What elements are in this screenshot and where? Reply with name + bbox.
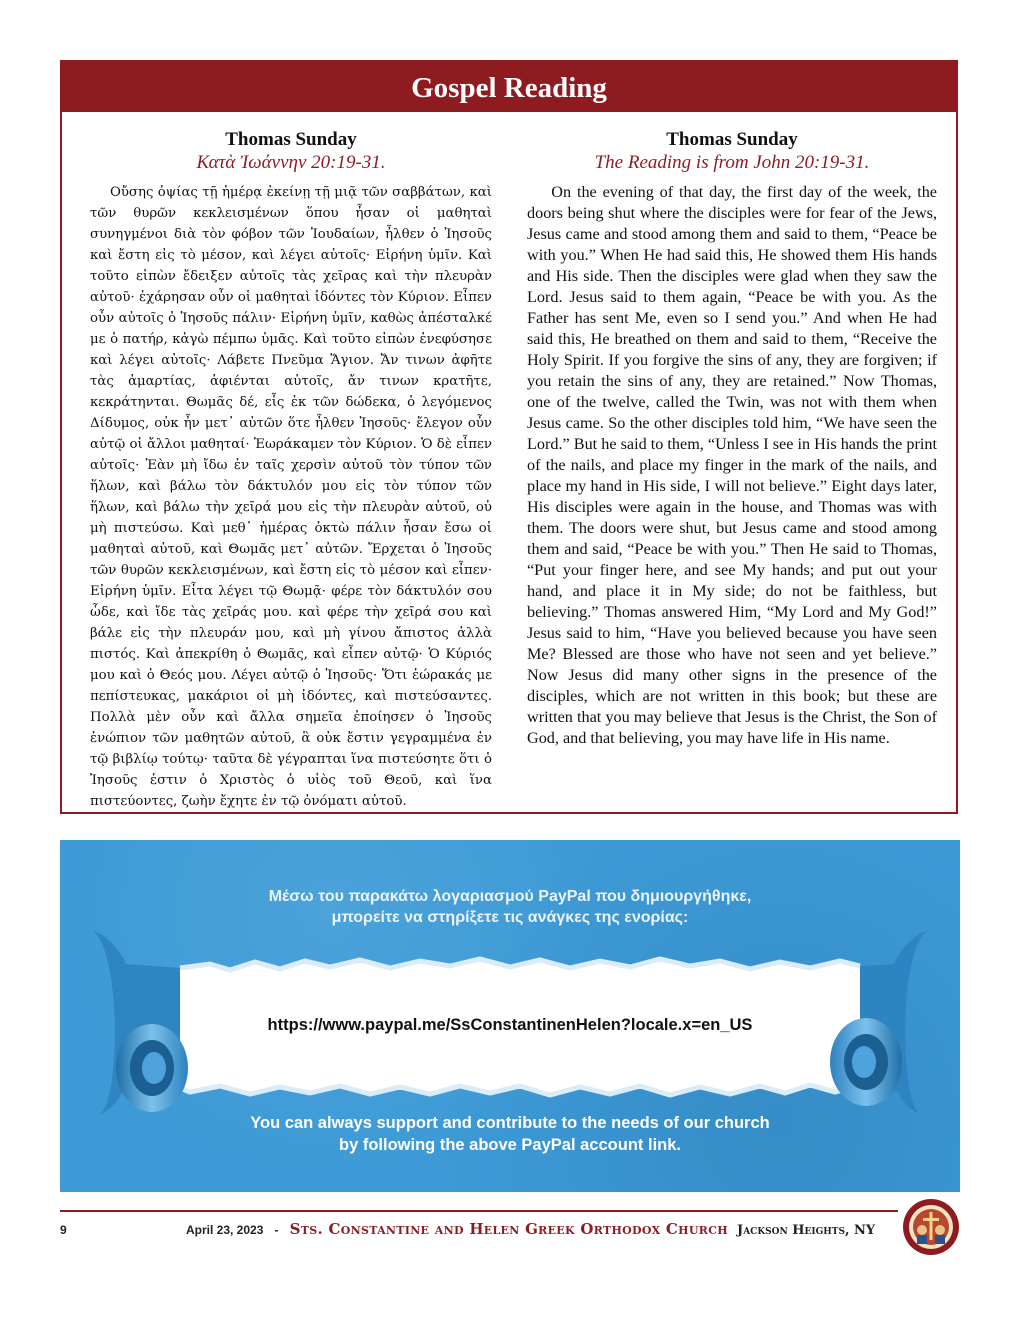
greek-title: Thomas Sunday [225,129,357,150]
footer-text [186,1219,875,1238]
greek-column [90,128,492,812]
gospel-reading-header: Gospel Reading [62,62,956,112]
footer-divider [60,1210,898,1212]
page-number: 9 [60,1223,67,1237]
paypal-english-text [60,1112,960,1156]
english-text: On the evening of that day, the first day of the week, the doors being shut where the disciples were for fear of the Jews, Jesus came and stood among them and said to them, “Peace be with you.” When He had said this, He showed them His hands and His side. Then the disciples were glad when they saw the Lord. Jesus said to them again, “Peace be with you. As the Father has sent Me, even so I send you.” And when He had said this, He breathed on them and said to them, “Receive the Holy Spirit. If you forgive the sins of any, they are forgiven; if you retain the sins of any, they are retained.” Now Thomas, one of the twelve, called the Twin, was not with them when Jesus came. So the other disciples told him, “We have seen the Lord.” But he said to them, “Unless I see in His hands the print of the nails, and place my finger in the mark of the nails, and place my hand in His side, I will not believe.” Eight days later, His disciples were again in the house, and Thomas was with them. The doors were shut, but Jesus came and stood among them and said, “Peace be with you.” Then He said to Thomas, “Put your finger here, and see My hands; and put out your hand, and place it in My side; do not be faithless, but believing.” Thomas answered Him, “My Lord and My God!” Jesus said to him, “Have you believed because you have seen Me? Blessed are those who have not seen and yet believe.” Now Jesus did many other signs in the presence of the disciples, which are not written in this book; but these are written that you may believe that Jesus is the Christ, the Son of God, and that believing, you may have life in His name. [527,183,937,747]
paypal-english-line-1: You can always support and contribute to the needs of our church [250,1114,770,1132]
footer-separator: - [274,1223,279,1237]
paypal-greek-line-2: μπορείτε να στηρίξετε τις ανάγκες της ενορίας: [331,909,689,926]
paypal-greek-text [60,886,960,928]
paypal-greek-line-1: Μέσω του παρακάτω λογαριασμού PayPal που δημιουργήθηκε, [268,888,752,905]
english-title: Thomas Sunday [666,129,798,150]
paypal-link[interactable]: https://www.paypal.me/SsConstantinenHelen?locale.x=en_US [267,1016,753,1034]
footer-location: Jackson Heights, NY [737,1223,876,1238]
greek-text: Οὔσης ὀψίας τῇ ἡμέρᾳ ἐκείνῃ τῇ μιᾷ τῶν σαββάτων, καὶ τῶν θυρῶν κεκλεισμένων ὅπου ἦσαν οἱ μαθηταὶ συνηγμένοι διὰ τὸν φόβον τῶν Ἰουδαίων, ἦλθεν ὁ Ἰησοῦς καὶ ἔστη εἰς τὸ μέσον, καὶ λέγει αὐτοῖς· Εἰρήνη ὑμῖν. Καὶ τοῦτο εἰπὼν ἔδειξεν αὐτοῖς τὰς χεῖρας καὶ τὴν πλευρὰν αὐτοῦ· ἐχάρησαν οὖν οἱ μαθηταὶ ἰδόντες τὸν Κύριον. Εἶπεν οὖν αὐτοῖς ὁ Ἰησοῦς πάλιν· Εἰρήνη ὑμῖν, καθὼς ἀπέσταλκέ με ὁ πατήρ, κἀγὼ πέμπω ὑμᾶς. Καὶ τοῦτο εἰπὼν ἐνεφύσησε καὶ λέγει αὐτοῖς· Λάβετε Πνεῦμα Ἅγιον. Ἄν τινων ἀφῆτε τὰς ἁμαρτίας, ἀφιένται αὐτοῖς, ἄν τινων κρατῆτε, κεκράτηνται. Θωμᾶς δέ, εἷς ἐκ τῶν δώδεκα, ὁ λεγόμενος Δίδυμος, οὐκ ἦν μετ᾿ αὐτῶν ὅτε ἦλθεν Ἰησοῦς· ἔλεγον οὖν αὐτῷ οἱ ἄλλοι μαθηταί· Ἑωράκαμεν τὸν Κύριον. Ὁ δὲ εἶπεν αὐτοῖς· Ἐὰν μὴ ἴδω ἐν ταῖς χερσὶν αὐτοῦ τὸν τύπον τῶν ἥλων, καὶ βάλω τὸν δάκτυλόν μου εἰς τὸν τύπον τῶν ἥλων, καὶ βάλω τὴν χεῖρά μου εἰς τὴν πλευρὰν αὐτοῦ, οὐ μὴ πιστεύσω. Καὶ μεθ᾿ ἡμέρας ὀκτὼ πάλιν ἦσαν ἔσω οἱ μαθηταὶ αὐτοῦ, καὶ Θωμᾶς μετ᾿ αὐτῶν. Ἔρχεται ὁ Ἰησοῦς τῶν θυρῶν κεκλεισμένων, καὶ ἔστη εἰς τὸ μέσον καὶ εἶπεν· Εἰρήνη ὑμῖν. Εἶτα λέγει τῷ Θωμᾷ· φέρε τὸν δάκτυλόν σου ὧδε, καὶ ἴδε τὰς χεῖράς μου. καὶ φέρε τὴν χεῖρά σου καὶ βάλε εἰς τὴν πλευράν μου, καὶ μὴ γίνου ἄπιστος ἀλλὰ πιστός. Καὶ ἀπεκρίθη ὁ Θωμᾶς, καὶ εἶπεν αὐτῷ· Ὁ Κύριός μου καὶ ὁ Θεός μου. Λέγει αὐτῷ ὁ Ἰησοῦς· Ὅτι ἑώρακάς με πεπίστευκας, μακάριοι οἱ μὴ ἰδόντες, καὶ πιστεύσαντες. Πολλὰ μὲν οὖν καὶ ἄλλα σημεῖα ἐποίησεν ὁ Ἰησοῦς ἐνώπιον τῶν μαθητῶν αὐτοῦ, ἃ οὐκ ἔστιν γεγραμμένα ἐν τῷ βιβλίῳ τούτῳ· ταῦτα δὲ γέγραπται ἵνα πιστεύσητε ὅτι ὁ Ἰησοῦς ἐστιν ὁ Χριστὸς ὁ υἱὸς τοῦ Θεοῦ, καὶ ἵνα πιστεύοντες, ζωὴν ἔχητε ἐν τῷ ὀνόματι αὐτοῦ. [90,185,492,809]
paypal-banner [60,840,960,1192]
english-subtitle: The Reading is from John 20:19-31. [594,152,870,173]
paypal-english-line-2: by following the above PayPal account link. [339,1136,681,1154]
greek-subtitle: Κατὰ Ἰωάννην 20:19-31. [196,152,386,173]
footer-date: April 23, 2023 [186,1223,264,1237]
footer-church-name: Sts. Constantine and Helen Greek Orthodox Church [289,1220,728,1238]
church-seal-logo [902,1198,960,1256]
gospel-reading-box [60,60,958,814]
english-column [527,128,937,749]
